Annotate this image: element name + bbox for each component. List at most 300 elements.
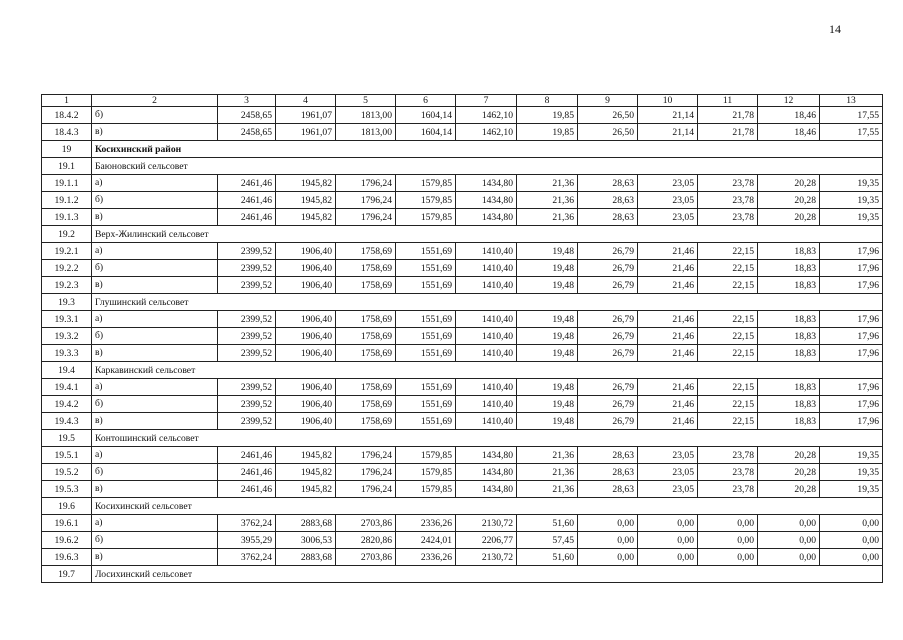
column-number-4: 4 [276,95,336,107]
value-cell: 2458,65 [218,107,276,124]
value-cell: 20,28 [758,447,820,464]
value-cell: 0,00 [758,532,820,549]
value-cell: 19,48 [517,328,578,345]
value-cell: 0,00 [698,549,758,566]
column-number-1: 1 [42,95,92,107]
council-row [42,362,883,379]
row-code: 19.5.1 [42,447,92,464]
value-cell: 1551,69 [396,379,456,396]
row-subitem: б) [92,464,218,481]
value-cell: 1579,85 [396,447,456,464]
value-cell: 17,96 [820,379,883,396]
row-code: 19.6.2 [42,532,92,549]
row-code: 19.4.1 [42,379,92,396]
value-cell: 0,00 [758,549,820,566]
column-number-2: 2 [92,95,218,107]
section-code: 19.4 [42,362,92,379]
table-row [42,379,883,396]
table-row [42,107,883,124]
value-cell: 1758,69 [336,277,396,294]
value-cell: 1758,69 [336,260,396,277]
row-subitem: в) [92,549,218,566]
council-title: Глушинский сельсовет [92,294,883,311]
row-code: 19.3.1 [42,311,92,328]
value-cell: 1410,40 [456,396,517,413]
value-cell: 1945,82 [276,175,336,192]
value-cell: 1551,69 [396,260,456,277]
value-cell: 21,36 [517,464,578,481]
value-cell: 2336,26 [396,549,456,566]
value-cell: 23,78 [698,447,758,464]
value-cell: 21,46 [638,396,698,413]
table-row [42,447,883,464]
value-cell: 18,83 [758,311,820,328]
value-cell: 1813,00 [336,124,396,141]
value-cell: 17,55 [820,107,883,124]
table-body [42,95,883,583]
table-row [42,260,883,277]
value-cell: 22,15 [698,345,758,362]
value-cell: 1410,40 [456,328,517,345]
section-code: 19.5 [42,430,92,447]
value-cell: 17,96 [820,396,883,413]
value-cell: 20,28 [758,481,820,498]
table-row [42,192,883,209]
council-title: Верх-Жилинский сельсовет [92,226,883,243]
value-cell: 1434,80 [456,192,517,209]
value-cell: 0,00 [578,549,638,566]
value-cell: 1906,40 [276,345,336,362]
value-cell: 3762,24 [218,549,276,566]
section-code: 19.7 [42,566,92,583]
value-cell: 1796,24 [336,464,396,481]
value-cell: 17,96 [820,413,883,430]
value-cell: 2399,52 [218,345,276,362]
value-cell: 18,83 [758,345,820,362]
value-cell: 51,60 [517,549,578,566]
value-cell: 2461,46 [218,175,276,192]
value-cell: 19,48 [517,413,578,430]
value-cell: 1796,24 [336,481,396,498]
value-cell: 2336,26 [396,515,456,532]
value-cell: 17,96 [820,328,883,345]
row-code: 19.2.2 [42,260,92,277]
value-cell: 1906,40 [276,260,336,277]
value-cell: 2703,86 [336,549,396,566]
value-cell: 19,48 [517,396,578,413]
table-row [42,124,883,141]
value-cell: 1796,24 [336,209,396,226]
row-code: 19.2.3 [42,277,92,294]
value-cell: 1410,40 [456,243,517,260]
value-cell: 0,00 [820,532,883,549]
value-cell: 51,60 [517,515,578,532]
value-cell: 1462,10 [456,107,517,124]
value-cell: 21,46 [638,277,698,294]
row-code: 18.4.2 [42,107,92,124]
value-cell: 1796,24 [336,175,396,192]
value-cell: 1906,40 [276,379,336,396]
row-subitem: б) [92,328,218,345]
row-code: 19.6.1 [42,515,92,532]
value-cell: 1758,69 [336,379,396,396]
table-row [42,396,883,413]
value-cell: 1945,82 [276,464,336,481]
column-number-5: 5 [336,95,396,107]
value-cell: 21,14 [638,107,698,124]
table-row [42,413,883,430]
value-cell: 0,00 [758,515,820,532]
value-cell: 1758,69 [336,328,396,345]
value-cell: 21,46 [638,243,698,260]
value-cell: 22,15 [698,260,758,277]
value-cell: 18,83 [758,328,820,345]
value-cell: 1758,69 [336,311,396,328]
value-cell: 1758,69 [336,396,396,413]
value-cell: 1906,40 [276,413,336,430]
value-cell: 1945,82 [276,447,336,464]
council-title: Лосихинский сельсовет [92,566,883,583]
value-cell: 19,48 [517,345,578,362]
value-cell: 19,48 [517,379,578,396]
value-cell: 18,83 [758,243,820,260]
value-cell: 2424,01 [396,532,456,549]
value-cell: 2883,68 [276,515,336,532]
value-cell: 26,79 [578,277,638,294]
value-cell: 2399,52 [218,311,276,328]
value-cell: 21,36 [517,481,578,498]
value-cell: 1813,00 [336,107,396,124]
value-cell: 1579,85 [396,209,456,226]
value-cell: 2461,46 [218,447,276,464]
row-subitem: в) [92,481,218,498]
value-cell: 1758,69 [336,345,396,362]
row-code: 19.1.1 [42,175,92,192]
value-cell: 17,96 [820,243,883,260]
value-cell: 1945,82 [276,481,336,498]
row-code: 19.4.2 [42,396,92,413]
value-cell: 0,00 [638,515,698,532]
value-cell: 21,36 [517,175,578,192]
row-code: 19.5.2 [42,464,92,481]
row-subitem: б) [92,532,218,549]
column-number-7: 7 [456,95,517,107]
value-cell: 1434,80 [456,464,517,481]
row-code: 19.6.3 [42,549,92,566]
value-cell: 18,83 [758,413,820,430]
row-code: 19.1.2 [42,192,92,209]
row-subitem: б) [92,107,218,124]
table-row [42,464,883,481]
value-cell: 57,45 [517,532,578,549]
value-cell: 21,46 [638,311,698,328]
value-cell: 1410,40 [456,345,517,362]
value-cell: 1796,24 [336,447,396,464]
value-cell: 18,46 [758,124,820,141]
value-cell: 23,78 [698,464,758,481]
value-cell: 22,15 [698,413,758,430]
value-cell: 2883,68 [276,549,336,566]
value-cell: 2703,86 [336,515,396,532]
value-cell: 19,35 [820,481,883,498]
value-cell: 28,63 [578,175,638,192]
value-cell: 23,78 [698,175,758,192]
value-cell: 23,05 [638,209,698,226]
row-subitem: а) [92,243,218,260]
column-number-8: 8 [517,95,578,107]
value-cell: 2399,52 [218,413,276,430]
value-cell: 19,35 [820,209,883,226]
value-cell: 1434,80 [456,481,517,498]
section-code: 19.6 [42,498,92,515]
value-cell: 2399,52 [218,328,276,345]
value-cell: 2206,77 [456,532,517,549]
value-cell: 28,63 [578,481,638,498]
value-cell: 17,96 [820,345,883,362]
value-cell: 2130,72 [456,515,517,532]
column-number-13: 13 [820,95,883,107]
value-cell: 1551,69 [396,413,456,430]
column-number-10: 10 [638,95,698,107]
value-cell: 21,46 [638,413,698,430]
value-cell: 2399,52 [218,260,276,277]
value-cell: 19,48 [517,260,578,277]
council-title: Контошинский сельсовет [92,430,883,447]
column-number-11: 11 [698,95,758,107]
district-row [42,141,883,158]
value-cell: 0,00 [638,532,698,549]
value-cell: 18,83 [758,396,820,413]
value-cell: 20,28 [758,209,820,226]
section-code: 19.1 [42,158,92,175]
table-row [42,549,883,566]
council-title: Косихинский сельсовет [92,498,883,515]
section-code: 19.3 [42,294,92,311]
value-cell: 17,55 [820,124,883,141]
value-cell: 2399,52 [218,277,276,294]
column-number-9: 9 [578,95,638,107]
table-row [42,345,883,362]
value-cell: 2399,52 [218,243,276,260]
value-cell: 0,00 [578,515,638,532]
section-code: 19 [42,141,92,158]
value-cell: 22,15 [698,396,758,413]
value-cell: 26,79 [578,243,638,260]
column-number-12: 12 [758,95,820,107]
table-row [42,328,883,345]
value-cell: 26,50 [578,107,638,124]
value-cell: 2820,86 [336,532,396,549]
value-cell: 28,63 [578,464,638,481]
value-cell: 19,48 [517,311,578,328]
value-cell: 1434,80 [456,209,517,226]
value-cell: 19,35 [820,192,883,209]
value-cell: 21,78 [698,124,758,141]
value-cell: 0,00 [638,549,698,566]
value-cell: 26,79 [578,328,638,345]
value-cell: 1410,40 [456,260,517,277]
value-cell: 1604,14 [396,107,456,124]
council-title: Каркавинский сельсовет [92,362,883,379]
value-cell: 1906,40 [276,277,336,294]
table-row [42,209,883,226]
table-row [42,243,883,260]
value-cell: 18,46 [758,107,820,124]
table-row [42,175,883,192]
value-cell: 1434,80 [456,175,517,192]
row-subitem: а) [92,447,218,464]
table-row [42,277,883,294]
page-number: 14 [829,22,841,36]
value-cell: 17,96 [820,277,883,294]
value-cell: 22,15 [698,311,758,328]
value-cell: 19,35 [820,447,883,464]
value-cell: 0,00 [578,532,638,549]
council-row [42,498,883,515]
row-code: 19.4.3 [42,413,92,430]
value-cell: 0,00 [698,532,758,549]
value-cell: 22,15 [698,328,758,345]
value-cell: 1945,82 [276,192,336,209]
value-cell: 0,00 [820,549,883,566]
value-cell: 21,78 [698,107,758,124]
row-subitem: а) [92,311,218,328]
value-cell: 17,96 [820,311,883,328]
value-cell: 18,83 [758,379,820,396]
value-cell: 20,28 [758,175,820,192]
value-cell: 17,96 [820,260,883,277]
value-cell: 2399,52 [218,396,276,413]
value-cell: 1604,14 [396,124,456,141]
value-cell: 26,79 [578,413,638,430]
row-subitem: б) [92,260,218,277]
value-cell: 26,50 [578,124,638,141]
value-cell: 21,46 [638,345,698,362]
column-number-3: 3 [218,95,276,107]
value-cell: 23,05 [638,175,698,192]
value-cell: 26,79 [578,260,638,277]
value-cell: 1906,40 [276,328,336,345]
row-subitem: в) [92,209,218,226]
value-cell: 19,35 [820,464,883,481]
value-cell: 21,46 [638,328,698,345]
value-cell: 23,78 [698,192,758,209]
value-cell: 1410,40 [456,277,517,294]
value-cell: 28,63 [578,192,638,209]
council-row [42,158,883,175]
value-cell: 1579,85 [396,192,456,209]
value-cell: 3006,53 [276,532,336,549]
value-cell: 1551,69 [396,328,456,345]
value-cell: 1462,10 [456,124,517,141]
council-row [42,566,883,583]
council-row [42,430,883,447]
table-row [42,311,883,328]
council-title: Баюновский сельсовет [92,158,883,175]
column-number-row [42,95,883,107]
value-cell: 0,00 [698,515,758,532]
value-cell: 1796,24 [336,192,396,209]
value-cell: 2461,46 [218,209,276,226]
value-cell: 2461,46 [218,192,276,209]
row-code: 19.3.2 [42,328,92,345]
value-cell: 28,63 [578,447,638,464]
tariff-table [41,94,883,583]
value-cell: 26,79 [578,345,638,362]
council-row [42,294,883,311]
row-subitem: б) [92,396,218,413]
value-cell: 1758,69 [336,413,396,430]
value-cell: 1551,69 [396,345,456,362]
value-cell: 18,83 [758,277,820,294]
value-cell: 1410,40 [456,413,517,430]
row-subitem: а) [92,175,218,192]
column-number-6: 6 [396,95,456,107]
value-cell: 20,28 [758,464,820,481]
value-cell: 1410,40 [456,379,517,396]
council-row [42,226,883,243]
value-cell: 2458,65 [218,124,276,141]
value-cell: 1551,69 [396,243,456,260]
value-cell: 19,35 [820,175,883,192]
value-cell: 3955,29 [218,532,276,549]
row-subitem: б) [92,192,218,209]
row-subitem: а) [92,515,218,532]
value-cell: 19,48 [517,243,578,260]
value-cell: 1758,69 [336,243,396,260]
value-cell: 1906,40 [276,396,336,413]
value-cell: 1961,07 [276,124,336,141]
value-cell: 21,14 [638,124,698,141]
row-code: 19.5.3 [42,481,92,498]
value-cell: 23,05 [638,481,698,498]
value-cell: 1906,40 [276,243,336,260]
value-cell: 23,78 [698,209,758,226]
value-cell: 1434,80 [456,447,517,464]
section-code: 19.2 [42,226,92,243]
value-cell: 20,28 [758,192,820,209]
row-code: 19.1.3 [42,209,92,226]
value-cell: 1551,69 [396,277,456,294]
table-row [42,515,883,532]
value-cell: 18,83 [758,260,820,277]
value-cell: 21,36 [517,192,578,209]
value-cell: 1410,40 [456,311,517,328]
row-code: 19.3.3 [42,345,92,362]
value-cell: 28,63 [578,209,638,226]
value-cell: 1551,69 [396,311,456,328]
value-cell: 22,15 [698,277,758,294]
district-title: Косихинский район [92,141,883,158]
value-cell: 1945,82 [276,209,336,226]
value-cell: 26,79 [578,311,638,328]
row-subitem: в) [92,413,218,430]
value-cell: 2461,46 [218,464,276,481]
table-row [42,481,883,498]
value-cell: 19,48 [517,277,578,294]
row-subitem: в) [92,124,218,141]
row-subitem: в) [92,277,218,294]
value-cell: 2461,46 [218,481,276,498]
table-row [42,532,883,549]
value-cell: 2130,72 [456,549,517,566]
value-cell: 2399,52 [218,379,276,396]
value-cell: 22,15 [698,379,758,396]
value-cell: 0,00 [820,515,883,532]
value-cell: 19,85 [517,124,578,141]
value-cell: 1551,69 [396,396,456,413]
value-cell: 1906,40 [276,311,336,328]
